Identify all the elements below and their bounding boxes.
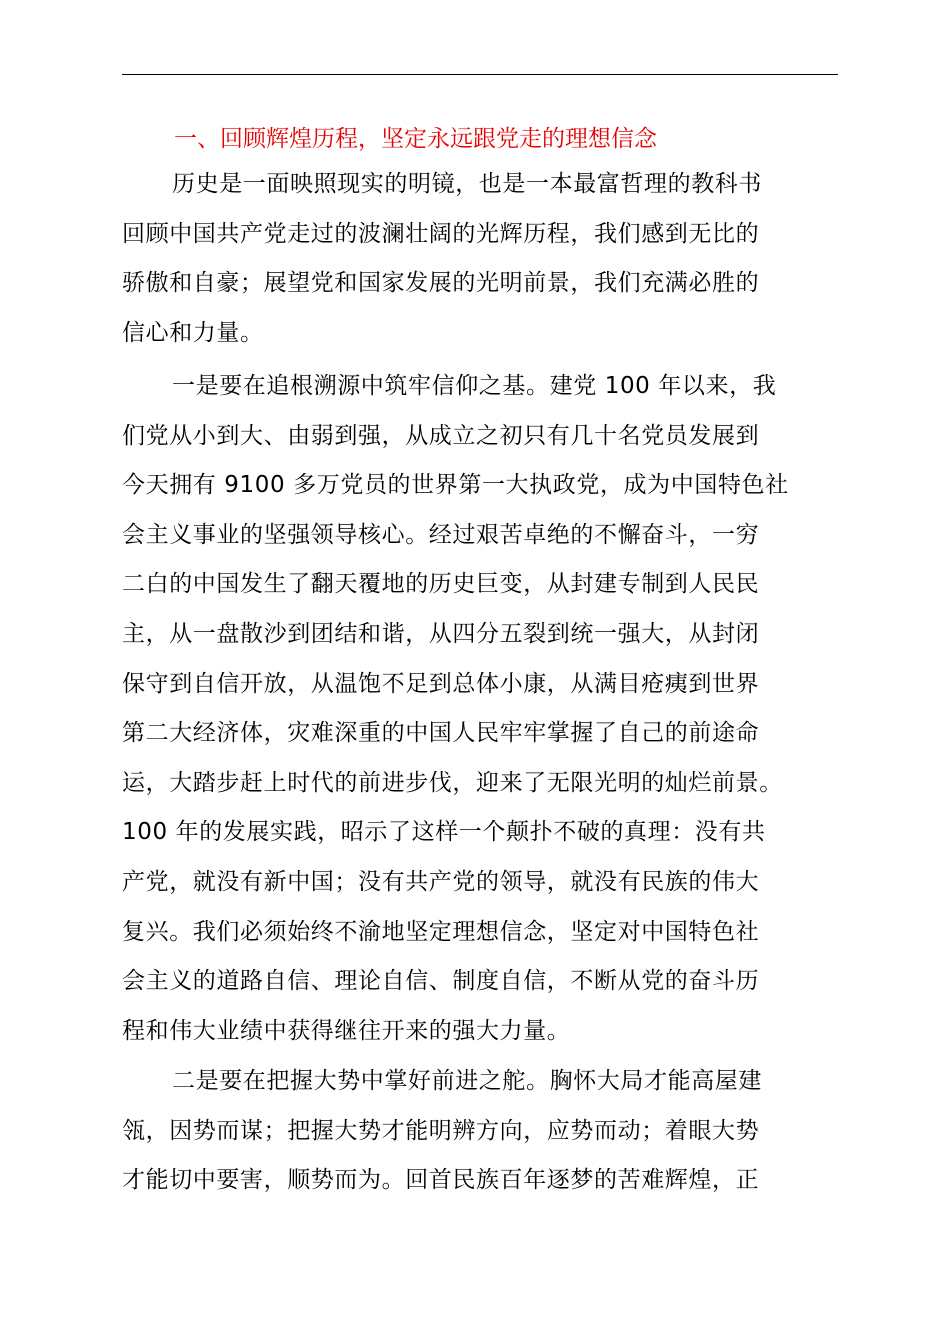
paragraph-line: 会主义的道路自信、理论自信、制度自信，不断从党的奋斗历 [122, 968, 760, 995]
paragraph-line: 才能切中要害，顺势而为。回首民族百年逐梦的苦难辉煌，正 [122, 1167, 760, 1194]
paragraph-line: 回顾中国共产党走过的波澜壮阔的光辉历程，我们感到无比的 [122, 220, 760, 247]
paragraph-line: 主，从一盘散沙到团结和谐，从四分五裂到统一强大，从封闭 [122, 620, 760, 647]
paragraph-line: 们党从小到大、由弱到强，从成立之初只有几十名党员发展到 [122, 422, 760, 449]
paragraph-line: 一是要在追根溯源中筑牢信仰之基。建党 100 年以来，我 [172, 373, 777, 399]
paragraph-line: 会主义事业的坚强领导核心。经过艰苦卓绝的不懈奋斗，一穷 [122, 521, 760, 548]
paragraph-line: 骄傲和自豪；展望党和国家发展的光明前景，我们充满必胜的 [122, 270, 760, 297]
paragraph-line: 二是要在把握大势中掌好前进之舵。胸怀大局才能高屋建 [172, 1068, 762, 1094]
paragraph-line: 第二大经济体，灾难深重的中国人民牢牢掌握了自己的前途命 [122, 720, 760, 747]
paragraph-line: 100 年的发展实践，昭示了这样一个颠扑不破的真理：没有共 [122, 819, 766, 846]
paragraph-line: 二白的中国发生了翻天覆地的历史巨变，从封建专制到人民民 [122, 571, 760, 598]
paragraph-line: 今天拥有 9100 多万党员的世界第一大执政党，成为中国特色社 [122, 472, 789, 499]
paragraph-line: 运，大踏步赶上时代的前进步伐，迎来了无限光明的灿烂前景。 [122, 769, 783, 796]
paragraph-line: 产党，就没有新中国；没有共产党的领导，就没有民族的伟大 [122, 868, 760, 895]
paragraph-line: 历史是一面映照现实的明镜，也是一本最富哲理的教科书 [172, 171, 762, 197]
paragraph-line: 瓴，因势而谋；把握大势才能明辨方向，应势而动；着眼大势 [122, 1117, 760, 1144]
paragraph-line: 复兴。我们必须始终不渝地坚定理想信念，坚定对中国特色社 [122, 918, 760, 945]
paragraph-line: 程和伟大业绩中获得继往开来的强大力量。 [122, 1017, 571, 1044]
paragraph-2 [122, 362, 852, 1056]
paragraph-3 [122, 1057, 852, 1206]
paragraph-1 [122, 160, 852, 358]
paragraph-line: 信心和力量。 [122, 319, 264, 346]
header-rule [122, 74, 838, 75]
paragraph-line: 保守到自信开放，从温饱不足到总体小康，从满目疮痍到世界 [122, 670, 760, 697]
section-heading: 一、回顾辉煌历程，坚定永远跟党走的理想信念 [174, 126, 657, 152]
